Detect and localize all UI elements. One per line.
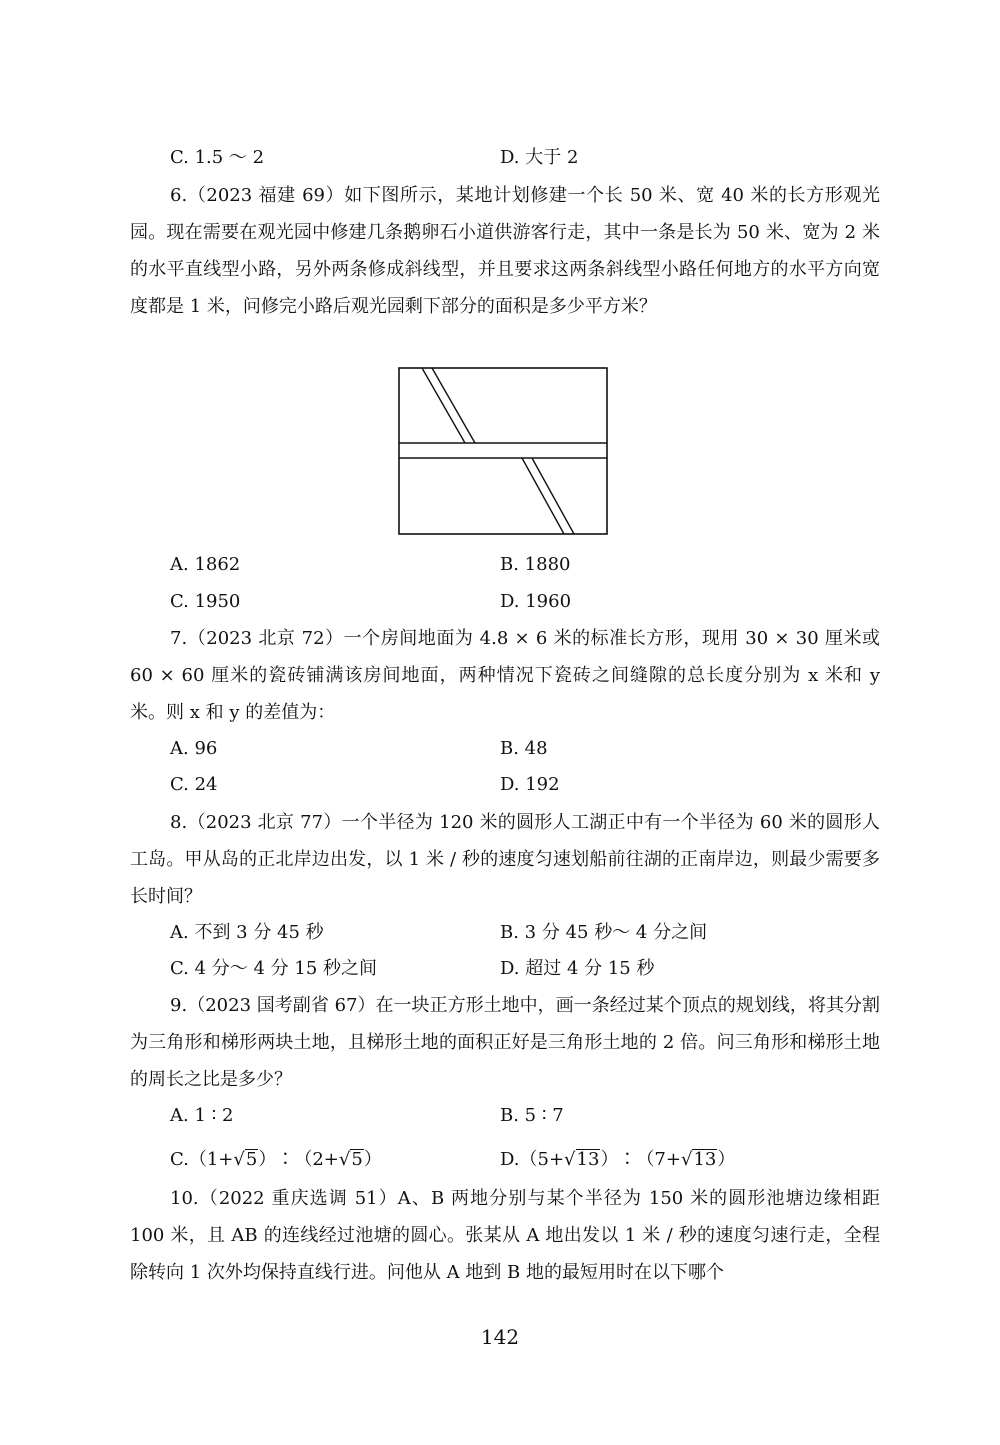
q9-option-d[interactable] (500, 1148, 735, 1172)
q6-figure (398, 367, 608, 535)
q9-option-a[interactable]: A. 1 ∶ 2 (170, 1105, 234, 1126)
q9-option-c-radicand-1: 5 (245, 1149, 258, 1170)
sqrt-icon: √ (564, 1149, 576, 1170)
q6-options-row1 (170, 553, 870, 577)
q6-option-c[interactable]: C. 1950 (170, 591, 241, 612)
diagonal-path-upper-left (422, 368, 465, 443)
q9-option-d-post: ） (717, 1149, 736, 1170)
page-number: 142 (480, 1325, 520, 1349)
q9-option-d-radicand-1: 13 (576, 1149, 600, 1170)
q8-options-row2 (170, 957, 870, 981)
q5-option-c[interactable]: C. 1.5 ～ 2 (170, 147, 265, 168)
park-border (399, 368, 607, 534)
q7-option-c[interactable]: C. 24 (170, 774, 218, 795)
q9-option-c[interactable] (170, 1148, 382, 1172)
q9-option-d-pre: D.（5+ (500, 1149, 565, 1170)
diagonal-path-lower-left (522, 458, 564, 534)
sqrt-icon: √ (233, 1149, 245, 1170)
q7-option-b[interactable]: B. 48 (500, 738, 548, 759)
q9-option-d-radicand-2: 13 (693, 1149, 717, 1170)
q9-option-c-mid: ）∶（2+ (258, 1149, 339, 1170)
q7-option-d[interactable]: D. 192 (500, 774, 560, 795)
q6-option-a[interactable]: A. 1862 (170, 554, 241, 575)
q6-text: 6.（2023 福建 69）如下图所示，某地计划修建一个长 50 米、宽 40 米的长方形观光园。现在需要在观光园中修建几条鹅卵石小道供游客行走，其中一条是长为 50 米、宽为 2 米的水平直线型小路，另外两条修成斜线型，并且要求这两条斜线型小路任何地方的水平方向宽度都是 1 米，问修完小路后观光园剩下部分的面积是多少平方米？ (130, 185, 880, 317)
q9-option-c-radicand-2: 5 (351, 1149, 363, 1170)
q7-options-row1 (170, 737, 870, 761)
q9-option-c-pre: C.（1+ (170, 1149, 234, 1170)
sqrt-icon: √ (338, 1149, 351, 1170)
diagonal-path-lower-right (532, 458, 574, 534)
q8-option-b[interactable]: B. 3 分 45 秒～ 4 分之间 (500, 922, 708, 943)
q9-options-row2 (170, 1148, 870, 1172)
q9-options-row1 (170, 1104, 870, 1128)
q8-option-d[interactable]: D. 超过 4 分 15 秒 (500, 958, 655, 979)
q8-text: 8.（2023 北京 77）一个半径为 120 米的圆形人工湖正中有一个半径为 60 米的圆形人工岛。甲从岛的正北岸边出发，以 1 米 / 秒的速度匀速划船前往湖的正南岸边，则最少需要多长时间？ (130, 812, 880, 907)
q7-text: 7.（2023 北京 72）一个房间地面为 4.8 × 6 米的标准长方形，现用 30 × 30 厘米或 60 × 60 厘米的瓷砖铺满该房间地面，两种情况下瓷砖之间缝隙的总长度分别为 x 米和 y 米。则 x 和 y 的差值为： (130, 628, 880, 723)
q9-option-d-mid: ）∶（7+ (600, 1149, 681, 1170)
q9-option-b[interactable]: B. 5 ∶ 7 (500, 1105, 564, 1126)
q6-options-row2 (170, 590, 870, 614)
q5-option-d[interactable]: D. 大于 2 (500, 147, 579, 168)
q6-option-b[interactable]: B. 1880 (500, 554, 571, 575)
q8-option-c[interactable]: C. 4 分～ 4 分 15 秒之间 (170, 958, 377, 979)
q9-text: 9.（2023 国考副省 67）在一块正方形土地中，画一条经过某个顶点的规划线，将其分割为三角形和梯形两块土地，且梯形土地的面积正好是三角形土地的 2 倍。问三角形和梯形土地的周长之比是多少？ (130, 995, 880, 1090)
q8-option-a[interactable]: A. 不到 3 分 45 秒 (170, 922, 324, 943)
q7-options-row2 (170, 773, 870, 797)
q9-option-c-post: ） (363, 1149, 382, 1170)
q5-options (170, 146, 870, 170)
sqrt-icon: √ (680, 1149, 693, 1170)
q7-option-a[interactable]: A. 96 (170, 738, 218, 759)
diagonal-path-upper-right (432, 368, 475, 443)
q6-option-d[interactable]: D. 1960 (500, 591, 572, 612)
q10-text: 10.（2022 重庆选调 51）A、B 两地分别与某个半径为 150 米的圆形池塘边缘相距 100 米，且 AB 的连线经过池塘的圆心。张某从 A 地出发以 1 米 / 秒的速度匀速行走，全程除转向 1 次外均保持直线行进。问他从 A 地到 B 地的最短用时在以下哪个 (130, 1188, 880, 1283)
q8-options-row1 (170, 921, 870, 945)
